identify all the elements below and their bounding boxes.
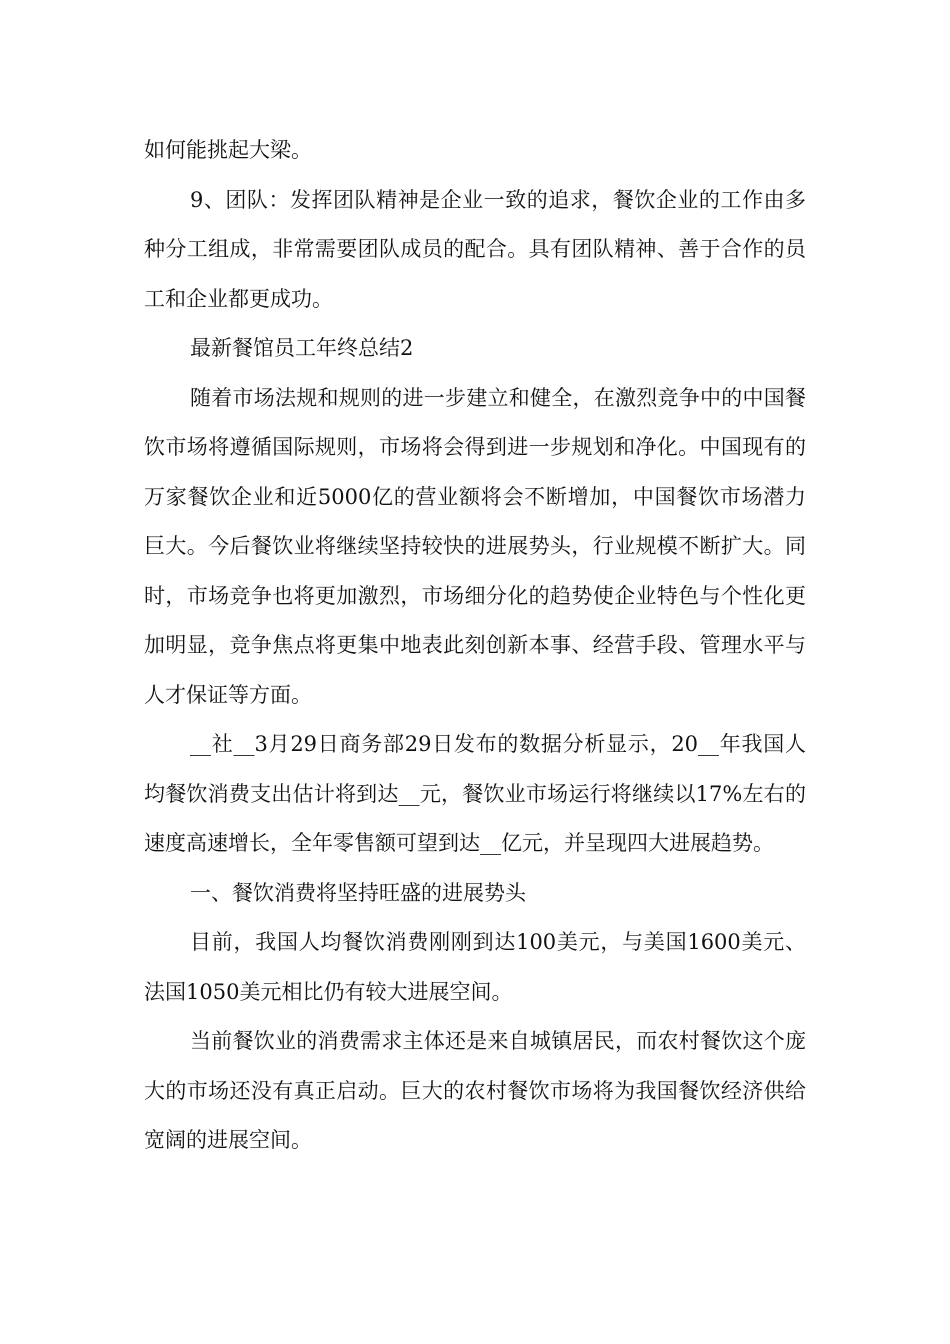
document-body bbox=[144, 126, 806, 1166]
paragraph-teamwork: 9、团队：发挥团队精神是企业一致的追求，餐饮企业的工作由多种分工组成，非常需要团队成员的配合。具有团队精神、善于合作的员工和企业都更成功。 bbox=[144, 187, 806, 311]
paragraph-continuation: 如何能挑起大梁。 bbox=[144, 138, 312, 162]
subheading-trend-one: 一、餐饮消费将坚持旺盛的进展势头 bbox=[190, 880, 526, 905]
paragraph-market-outlook: 随着市场法规和规则的进一步建立和健全，在激烈竞争中的中国餐饮市场将遵循国际规则，市场将会得到进一步规划和净化。中国现有的万家餐饮企业和近5000亿的营业额将会不断增加，中国餐饮市场潜力巨大。今后餐饮业将继续坚持较快的进展势头，行业规模不断扩大。同时，市场竞争也将更加激烈，市场细分化的趋势使企业特色与个性化更加明显，竞争焦点将更集中地表此刻创新本事、经营手段、管理水平与人才保证等方面。 bbox=[144, 385, 806, 707]
paragraph-ministry-data: __社__3月29日商务部29日发布的数据分析显示，20__年我国人均餐饮消费支出估计将到达__元，餐饮业市场运行将继续以17%左右的速度高速增长，全年零售额可望到达__亿元，并呈现四大进展趋势。 bbox=[144, 732, 806, 855]
section-heading: 最新餐馆员工年终总结2 bbox=[190, 336, 414, 360]
paragraph-rural-market: 当前餐饮业的消费需求主体还是来自城镇居民，而农村餐饮这个庞大的市场还没有真正启动。巨大的农村餐饮市场将为我国餐饮经济供给宽阔的进展空间。 bbox=[144, 1029, 806, 1152]
paragraph-per-capita: 目前，我国人均餐饮消费刚刚到达100美元，与美国1600美元、法国1050美元相比仍有较大进展空间。 bbox=[144, 930, 806, 1004]
